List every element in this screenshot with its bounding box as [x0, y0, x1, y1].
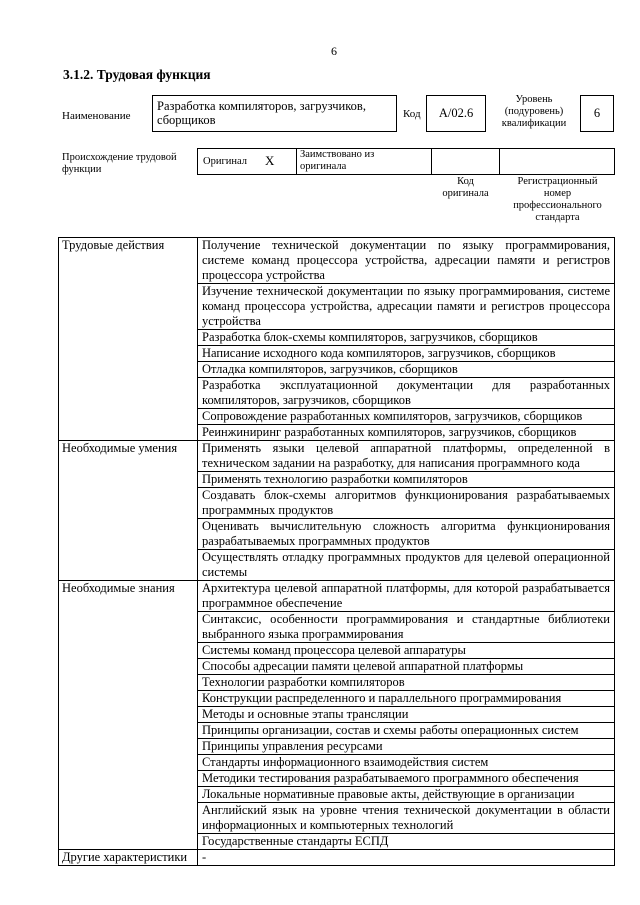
section-label: Необходимые умения — [59, 441, 198, 581]
reg-number-label — [500, 176, 615, 224]
section-item: Написание исходного кода компиляторов, загрузчиков, сборщиков — [198, 346, 615, 362]
section-item: Архитектура целевой аппаратной платформы, для которой разрабатывается программное обеспечение — [198, 581, 615, 612]
original-label: Оригинал — [203, 156, 247, 167]
name-value: Разработка компиляторов, загрузчиков, сборщиков — [157, 99, 366, 127]
section-item: Технологии разработки компиляторов — [198, 675, 615, 691]
borrowed-label-line-1: Заимствовано из — [300, 149, 375, 160]
section-item: Системы команд процессора целевой аппаратуры — [198, 643, 615, 659]
origin-divider-2 — [431, 148, 432, 175]
code-original-line-1: Код — [457, 176, 474, 187]
section-item: Методы и основные этапы трансляции — [198, 707, 615, 723]
level-label-line-1: Уровень — [515, 94, 553, 105]
reg-number-line-1: Регистрационный — [517, 176, 598, 187]
origin-table — [197, 148, 615, 175]
section-item: Изучение технической документации по языку программирования, системе команд процессора устройства, адресации памяти и регистров процессора устройства — [198, 284, 615, 330]
section-item: Сопровождение разработанных компиляторов, загрузчиков, сборщиков — [198, 409, 615, 425]
borrowed-label-line-2: оригинала — [300, 161, 347, 172]
section-item: Применять технологию разработки компиляторов — [198, 472, 615, 488]
section-item: Методики тестирования разрабатываемого программного обеспечения — [198, 771, 615, 787]
origin-label-line-2: функции — [62, 164, 102, 175]
reg-number-line-4: стандарта — [535, 212, 580, 223]
function-table-body — [59, 238, 615, 866]
table-row — [59, 441, 615, 472]
section-title: 3.1.2. Трудовая функция — [63, 67, 211, 82]
code-label: Код — [403, 108, 421, 120]
section-item: Создавать блок-схемы алгоритмов функционирования разрабатываемых программных продуктов — [198, 488, 615, 519]
section-item: Принципы организации, состав и схемы работы операционных систем — [198, 723, 615, 739]
name-value-box — [152, 95, 397, 132]
section-item: Синтаксис, особенности программирования и стандартные библиотеки выбранного языка программирования — [198, 612, 615, 643]
reg-number-line-2: номер — [543, 188, 572, 199]
origin-divider-3 — [499, 148, 500, 175]
level-value: 6 — [593, 106, 601, 120]
section-item: Конструкции распределенного и параллельного программирования — [198, 691, 615, 707]
level-label — [494, 94, 574, 130]
section-label: Трудовые действия — [59, 238, 198, 441]
table-row — [59, 850, 615, 866]
section-label: Другие характеристики — [59, 850, 198, 866]
reg-number-line-3: профессионального — [513, 200, 602, 211]
section-item: Оценивать вычислительную сложность алгоритма функционирования разрабатываемых программных продуктов — [198, 519, 615, 550]
code-value-box — [426, 95, 486, 132]
origin-label — [62, 152, 177, 176]
section-item: Локальные нормативные правовые акты, действующие в организации — [198, 787, 615, 803]
level-value-box — [580, 95, 614, 132]
origin-divider-1 — [296, 148, 297, 175]
section-item: Государственные стандарты ЕСПД — [198, 834, 615, 850]
section-item: Разработка эксплуатационной документации для разработанных компиляторов, загрузчиков, сборщиков — [198, 378, 615, 409]
borrowed-label — [300, 149, 374, 173]
section-item: Стандарты информационного взаимодействия систем — [198, 755, 615, 771]
table-row — [59, 581, 615, 612]
page-number: 6 — [331, 44, 337, 58]
section-item: Применять языки целевой аппаратной платформы, определенной в техническом задании на разработку, для написания программного кода — [198, 441, 615, 472]
table-row — [59, 238, 615, 284]
function-table — [58, 237, 615, 866]
section-item: Способы адресации памяти целевой аппаратной платформы — [198, 659, 615, 675]
section-item: Английский язык на уровне чтения технической документации в области информационных и компьютерных технологий — [198, 803, 615, 834]
section-item: Реинжиниринг разработанных компиляторов, загрузчиков, сборщиков — [198, 425, 615, 441]
section-item: Принципы управления ресурсами — [198, 739, 615, 755]
section-item: Получение технической документации по языку программирования, системе команд процессора устройства, адресации памяти и регистров процессора устройства — [198, 238, 615, 284]
section-item: Разработка блок-схемы компиляторов, загрузчиков, сборщиков — [198, 330, 615, 346]
section-item: - — [198, 850, 615, 866]
code-original-label — [432, 176, 499, 200]
code-original-line-2: оригинала — [442, 188, 489, 199]
section-item: Отладка компиляторов, загрузчиков, сборщиков — [198, 362, 615, 378]
origin-label-line-1: Происхождение трудовой — [62, 152, 177, 163]
original-mark: X — [265, 153, 275, 168]
name-label: Наименование — [62, 110, 131, 122]
level-label-line-2: (подуровень) — [504, 106, 564, 117]
code-value: A/02.6 — [438, 106, 474, 120]
section-label: Необходимые знания — [59, 581, 198, 850]
level-label-line-3: квалификации — [501, 118, 567, 129]
section-item: Осуществлять отладку программных продуктов для целевой операционной системы — [198, 550, 615, 581]
